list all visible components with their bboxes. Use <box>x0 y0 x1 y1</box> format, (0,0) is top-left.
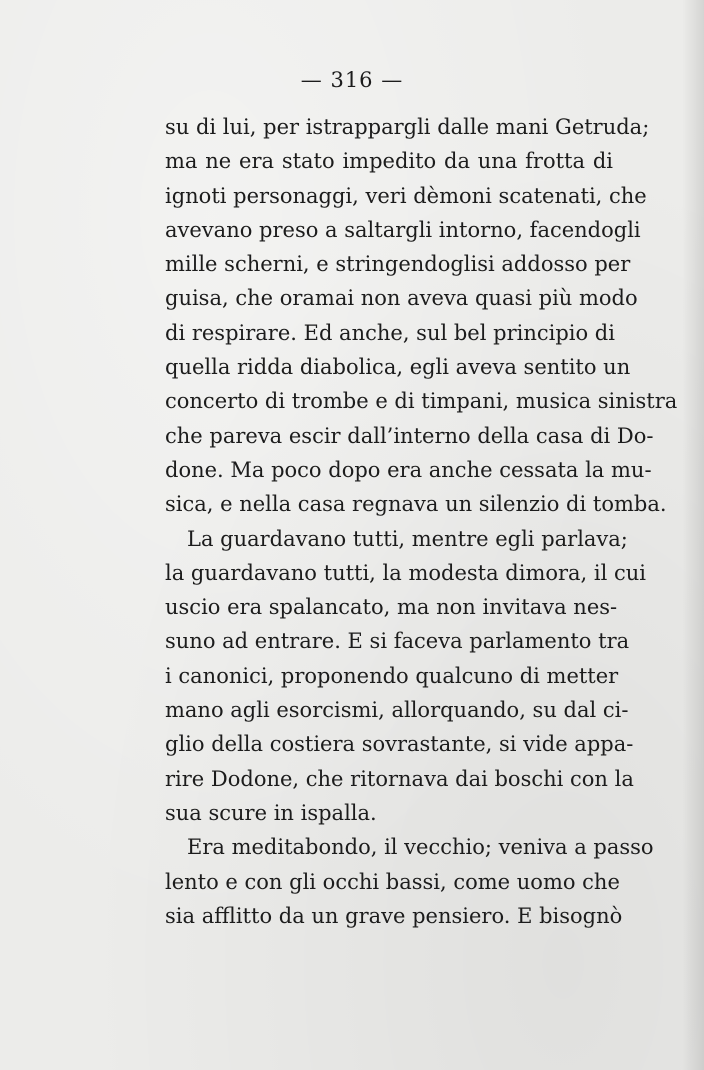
text-line: che pareva escir dall’interno della casa di Do- <box>165 423 654 448</box>
text-line: la guardavano tutti, la modesta dimora, il cui <box>165 560 647 585</box>
text-line: done. Ma poco dopo era anche cessata la mu- <box>165 457 652 482</box>
text-line: guisa, che oramai non aveva quasi più modo <box>165 286 638 311</box>
text-line: ignoti personaggi, veri dèmoni scatenati, che <box>165 183 647 208</box>
text-line: uscio era spalancato, ma non invitava nes- <box>165 595 618 620</box>
text-line: Era meditabondo, il vecchio; veniva a passo <box>187 835 654 860</box>
text-line: su di lui, per istrappargli dalle mani Getruda; <box>165 115 650 139</box>
page-edge-shadow <box>682 0 704 1070</box>
text-line: i canonici, proponendo qualcuno di metter <box>165 663 619 688</box>
text-line: sia afflitto da un grave pensiero. E bisognò <box>165 903 623 928</box>
text-line: glio della costiera sovrastante, si vide appa- <box>165 732 634 757</box>
text-line: sica, e nella casa regnava un silenzio di tomba. <box>165 492 667 517</box>
text-line: di respirare. Ed anche, sul bel principio di <box>165 320 615 345</box>
text-line: avevano preso a saltargli intorno, facendogli <box>165 217 641 242</box>
text-line: La guardavano tutti, mentre egli parlava; <box>187 526 628 551</box>
text-line: quella ridda diabolica, egli aveva sentito un <box>165 355 631 380</box>
text-line: ma ne era stato impedito da una frotta di <box>165 149 613 174</box>
text-line: concerto di trombe e di timpani, musica sinistra <box>165 389 678 414</box>
page-number: — 316 — <box>300 68 404 92</box>
body-text <box>165 110 678 933</box>
text-line: mille scherni, e stringendoglisi addosso per <box>165 252 631 277</box>
text-line: sua scure in ispalla. <box>165 800 377 825</box>
text-line: suno ad entrare. E si faceva parlamento tra <box>165 629 630 654</box>
text-line: lento e con gli occhi bassi, come uomo che <box>165 869 620 894</box>
text-line: rire Dodone, che ritornava dai boschi con la <box>165 766 634 791</box>
text-line: mano agli esorcismi, allorquando, su dal ci- <box>165 698 629 723</box>
